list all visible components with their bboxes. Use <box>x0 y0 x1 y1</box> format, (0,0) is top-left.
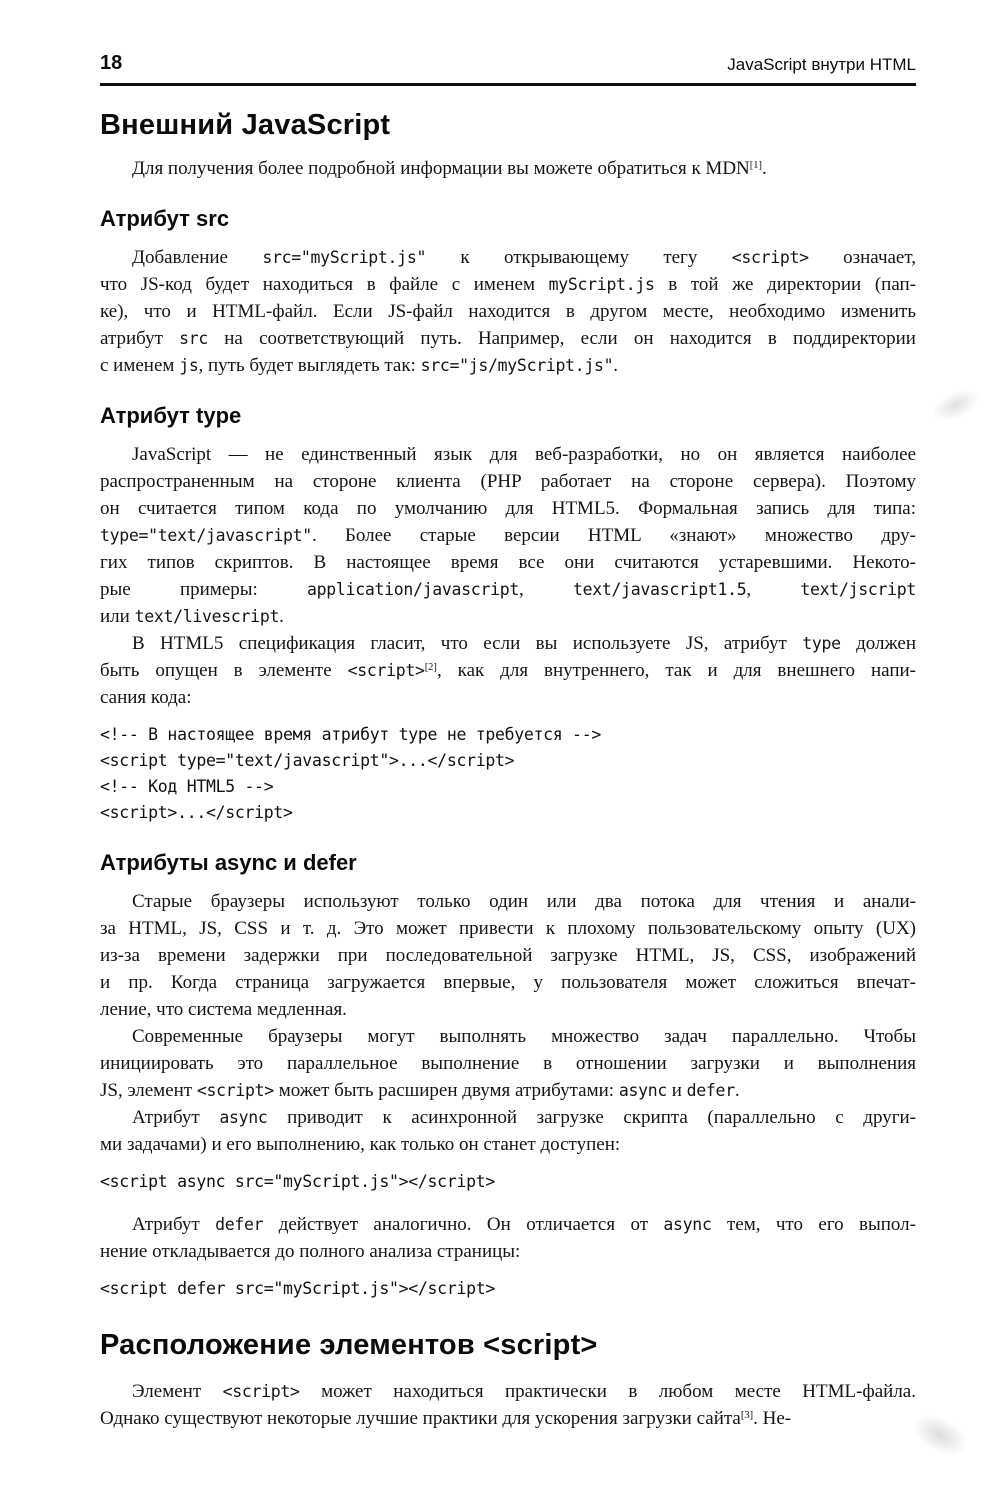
paragraph-line: Однако существуют некоторые лучшие практики для ускорения загрузки сайта[3]. Не- <box>100 1408 792 1429</box>
paragraph <box>100 888 916 1023</box>
paragraph <box>100 1378 916 1432</box>
paragraph <box>100 630 916 711</box>
paragraph <box>100 155 916 182</box>
paragraph-line: ми задачами) и его выполнению, как только он станет доступен: <box>100 1134 621 1155</box>
paragraph-line: из-за времени задержки при последовательной загрузке HTML, JS, CSS, изображений <box>100 945 916 966</box>
paragraph-line: что JS-код будет находиться в файле с именем myScript.js в той же директории (пап- <box>100 274 917 295</box>
paragraph-line: атрибут src на соответствующий путь. Например, если он находится в поддиректории <box>100 328 916 349</box>
footnote-ref: [3] <box>740 1410 754 1421</box>
inline-code: src <box>179 329 209 348</box>
paragraph-line: за HTML, JS, CSS и т. д. Это может привести к плохому пользовательскому опыту (UX) <box>100 918 916 939</box>
paragraph-line: сания кода: <box>100 687 192 708</box>
inline-code: async <box>663 1215 712 1234</box>
paragraph-line: инициировать это параллельное выполнение в отношении загрузки и выполнения <box>100 1053 916 1074</box>
paragraph-line: type="text/javascript". Более старые версии HTML «знают» множество дру- <box>100 525 916 546</box>
paragraph <box>100 1023 916 1104</box>
running-title: JavaScript внутри HTML <box>727 55 916 74</box>
paragraph <box>100 1211 916 1265</box>
page-content <box>100 108 916 1432</box>
paragraph-line: и пр. Когда страница загружается впервые, у пользователя может сложиться впечат- <box>100 972 916 993</box>
heading-script-placement: Расположение элементов <script> <box>100 1329 598 1361</box>
paragraph-line: Атрибут async приводит к асинхронной загрузке скрипта (параллельно с други- <box>132 1107 916 1128</box>
paragraph-line: ке), что и HTML-файл. Если JS-файл находится в другом месте, необходимо изменить <box>100 301 916 322</box>
paragraph-line: Атрибут defer действует аналогично. Он отличается от async тем, что его выпол- <box>132 1214 916 1235</box>
inline-code: type <box>802 634 841 653</box>
paragraph-line: распространенным на стороне клиента (PHP работает на стороне сервера). Поэтому <box>100 471 916 492</box>
inline-code: myScript.js <box>548 275 655 294</box>
inline-code: js <box>179 356 199 375</box>
inline-code: async <box>219 1108 268 1127</box>
code-block <box>100 1276 916 1302</box>
inline-code: <script> <box>347 661 425 680</box>
inline-code: type="text/javascript" <box>100 526 312 545</box>
inline-code: defer <box>215 1215 264 1234</box>
heading-external-javascript: Внешний JavaScript <box>100 109 391 141</box>
paragraph-line: Современные браузеры могут выполнять множество задач параллельно. Чтобы <box>132 1026 916 1047</box>
code-line: <!-- В настоящее время атрибут type не требуется --> <box>100 725 601 744</box>
inline-code: <script> <box>731 248 809 267</box>
code-line: <script async src="myScript.js"></script> <box>100 1172 495 1191</box>
paragraph-line: Старые браузеры используют только один или два потока для чтения и анали- <box>132 891 916 912</box>
code-block <box>100 722 916 826</box>
inline-code: <script> <box>222 1382 300 1401</box>
inline-code: text/jscript <box>800 580 917 599</box>
inline-code: text/livescript <box>134 607 280 626</box>
heading-attr-type: Атрибут type <box>100 403 242 428</box>
heading-attr-src: Атрибут src <box>100 206 230 231</box>
paragraph-line: он считается типом кода по умолчанию для HTML5. Формальная запись для типа: <box>100 498 916 519</box>
inline-code: text/javascript1.5 <box>572 580 747 599</box>
running-header <box>100 52 916 86</box>
heading-attrs-async-defer: Атрибуты async и defer <box>100 850 357 875</box>
paragraph <box>100 244 916 379</box>
paragraph-line: нение откладывается до полного анализа страницы: <box>100 1241 521 1262</box>
inline-code: async <box>618 1081 667 1100</box>
paragraph-line: Для получения более подробной информации вы можете обратиться к MDN[1]. <box>132 158 767 179</box>
inline-code: src="js/myScript.js" <box>420 356 614 375</box>
paragraph-line: JavaScript — не единственный язык для веб-разработки, но он является наиболее <box>132 444 916 465</box>
paragraph-line: ление, что система медленная. <box>100 999 347 1020</box>
paragraph-line: или text/livescript. <box>100 606 284 627</box>
paragraph-line: Элемент <script> может находиться практически в любом месте HTML-файла. <box>132 1381 916 1402</box>
code-line: <script>...</script> <box>100 803 293 822</box>
inline-code: <script> <box>196 1081 274 1100</box>
paragraph-line: JS, элемент <script> может быть расширен двумя атрибутами: async и defer. <box>100 1080 740 1101</box>
page-number: 18 <box>100 52 123 74</box>
paragraph-line: рые примеры: application/javascript, text/javascript1.5, text/jscript <box>100 579 917 600</box>
paragraph <box>100 441 916 630</box>
inline-code: application/javascript <box>307 580 519 599</box>
paragraph <box>100 1104 916 1158</box>
paragraph-line: гих типов скриптов. В настоящее время все они считаются устаревшими. Некото- <box>100 552 916 573</box>
inline-code: defer <box>686 1081 735 1100</box>
paragraph-line: Добавление src="myScript.js" к открывающему тегу <script> означает, <box>132 247 916 268</box>
code-block <box>100 1169 916 1195</box>
footnote-ref: [2] <box>424 662 437 673</box>
paragraph-line: В HTML5 спецификация гласит, что если вы используете JS, атрибут type должен <box>132 633 916 654</box>
code-line: <script defer src="myScript.js"></script> <box>100 1279 495 1298</box>
inline-code: src="myScript.js" <box>262 248 427 267</box>
code-line: <!-- Код HTML5 --> <box>100 777 274 796</box>
footnote-ref: [1] <box>749 160 763 171</box>
paragraph-line: быть опущен в элементе <script>[2], как для внутреннего, так и для внешнего напи- <box>100 660 917 681</box>
paragraph-line: с именем js, путь будет выглядеть так: src="js/myScript.js". <box>100 355 619 376</box>
code-line: <script type="text/javascript">...</script> <box>100 751 515 770</box>
